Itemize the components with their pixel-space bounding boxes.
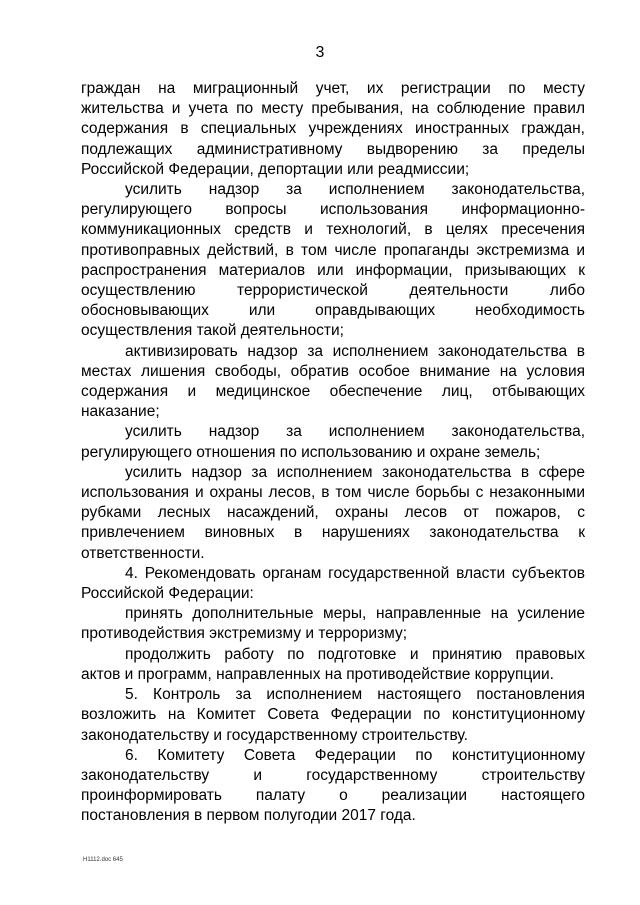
text-line: коммуникационных средств и технологий, в целях пресечения [81, 221, 585, 239]
text-line: содержания в специальных учреждениях иностранных граждан, [81, 120, 585, 138]
text-line: принять дополнительные меры, направленные на усиление [125, 605, 585, 623]
text-line: содержания и медицинское обеспечение лиц, отбывающих [81, 383, 585, 401]
text-line: 6. Комитету Совета Федерации по конституционному [125, 746, 585, 764]
text-line: Российской Федерации: [81, 585, 254, 603]
text-line: регулирующего отношения по использованию и охране земель; [81, 443, 541, 461]
page-number: 3 [315, 44, 325, 61]
text-line: наказание; [81, 403, 160, 421]
text-line: усилить надзор за исполнением законодательства в сфере [125, 463, 585, 481]
text-line: использования и охраны лесов, в том числе борьбы с незаконными [81, 484, 585, 502]
text-line: регулирующего вопросы использования информационно- [81, 201, 585, 219]
text-line: жительства и учета по месту пребывания, на соблюдение правил [81, 100, 585, 118]
text-line: активизировать надзор за исполнением законодательства в [125, 342, 585, 360]
text-line: постановления в первом полугодии 2017 года. [81, 807, 416, 825]
text-line: законодательству и государственному строительству. [81, 726, 468, 744]
text-line: рубками лесных насаждений, охраны лесов от пожаров, с [81, 504, 585, 522]
text-line: ответственности. [81, 544, 205, 562]
text-line: обосновывающих или оправдывающих необходимость [81, 302, 585, 320]
text-line: подлежащих административному выдворению за пределы [81, 140, 585, 158]
document-body [81, 79, 585, 827]
text-line: противоправных действий, в том числе пропаганды экстремизма и [81, 241, 585, 259]
document-footer: H1112.doc 645 [83, 857, 123, 863]
text-line: 4. Рекомендовать органам государственной власти субъектов [125, 564, 585, 582]
text-line: распространения материалов или информации, призывающих к [81, 261, 585, 279]
text-line: возложить на Комитет Совета Федерации по конституционному [81, 706, 585, 724]
text-line: законодательству и государственному строительству [81, 766, 585, 784]
text-line: привлечением виновных в нарушениях законодательства к [81, 524, 585, 542]
text-line: противодействия экстремизму и терроризму; [81, 625, 408, 643]
text-line: усилить надзор за исполнением законодательства, [125, 423, 585, 441]
text-line: проинформировать палату о реализации настоящего [81, 787, 585, 805]
text-line: Российской Федерации, депортации или реадмиссии; [81, 160, 470, 178]
text-line: продолжить работу по подготовке и принятию правовых [125, 645, 585, 663]
text-line: актов и программ, направленных на противодействие коррупции. [81, 665, 554, 683]
text-line: осуществления такой деятельности; [81, 322, 344, 340]
text-line: граждан на миграционный учет, их регистрации по месту [81, 80, 585, 97]
text-line: местах лишения свободы, обратив особое внимание на условия [81, 362, 585, 380]
text-line: осуществлению террористической деятельности либо [81, 282, 585, 300]
text-line: усилить надзор за исполнением законодательства, [125, 181, 585, 199]
text-line: 5. Контроль за исполнением настоящего постановления [125, 686, 585, 704]
